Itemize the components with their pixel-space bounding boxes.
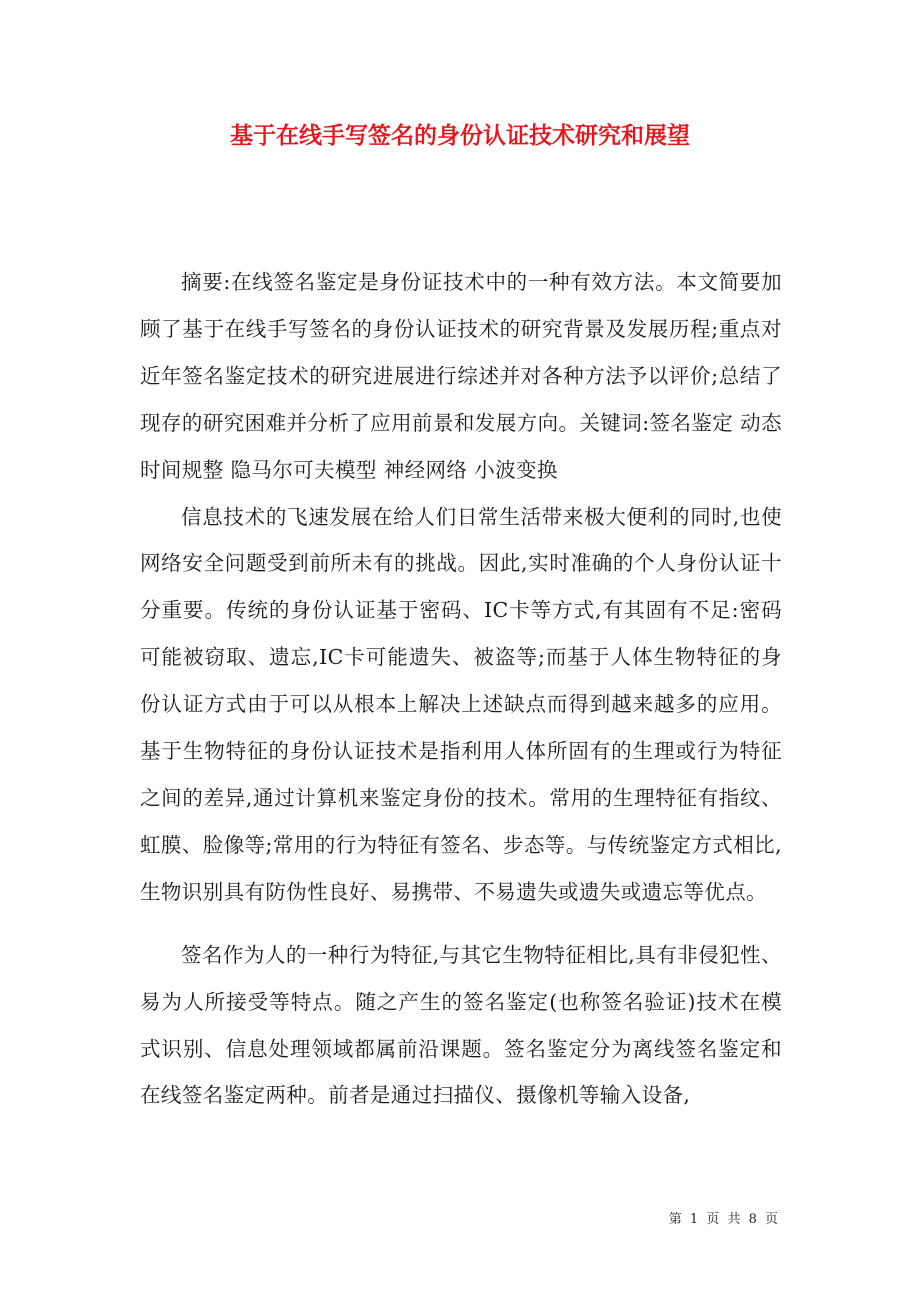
page-number-label: 第 1 页 共 8 页 xyxy=(668,1212,780,1227)
body-paragraph: 签名作为人的一种行为特征,与其它生物特征相比,具有非侵犯性、易为人所接受等特点。随之产生的签名鉴定(也称签名验证)技术在模式识别、信息处理领域都属前沿课题。签名鉴定分为离线签名鉴定和在线签名鉴定两种。前者是通过扫描仪、摄像机等输入设备, xyxy=(140,942,782,1108)
page-number-footer xyxy=(0,1208,780,1227)
document-body xyxy=(140,259,782,1119)
body-paragraph: 信息技术的飞速发展在给人们日常生活带来极大便利的同时,也使网络安全问题受到前所未有的挑战。因此,实时准确的个人身份认证十分重要。传统的身份认证基于密码、IC卡等方式,有其固有不足:密码可能被窃取、遗忘,IC卡可能遗失、被盗等;而基于人体生物特征的身份认证方式由于可以从根本上解决上述缺点而得到越来越多的应用。基于生物特征的身份认证技术是指利用人体所固有的生理或行为特征之间的差异,通过计算机来鉴定身份的技术。常用的生理特征有指纹、虹膜、脸像等;常用的行为特征有签名、步态等。与传统鉴定方式相比,生物识别具有防伪性良好、易携带、不易遗失或遗失或遗忘等优点。 xyxy=(140,504,782,904)
abstract-paragraph: 摘要:在线签名鉴定是身份证技术中的一种有效方法。本文简要加顾了基于在线手写签名的身份认证技术的研究背景及发展历程;重点对近年签名鉴定技术的研究进展进行综述并对各种方法予以评价;总结了现存的研究困难并分析了应用前景和发展方向。关键词:签名鉴定 动态时间规整 隐马尔可夫模型 神经网络 小波变换 xyxy=(140,270,782,482)
document-title: 基于在线手写签名的身份认证技术研究和展望 xyxy=(230,122,690,149)
